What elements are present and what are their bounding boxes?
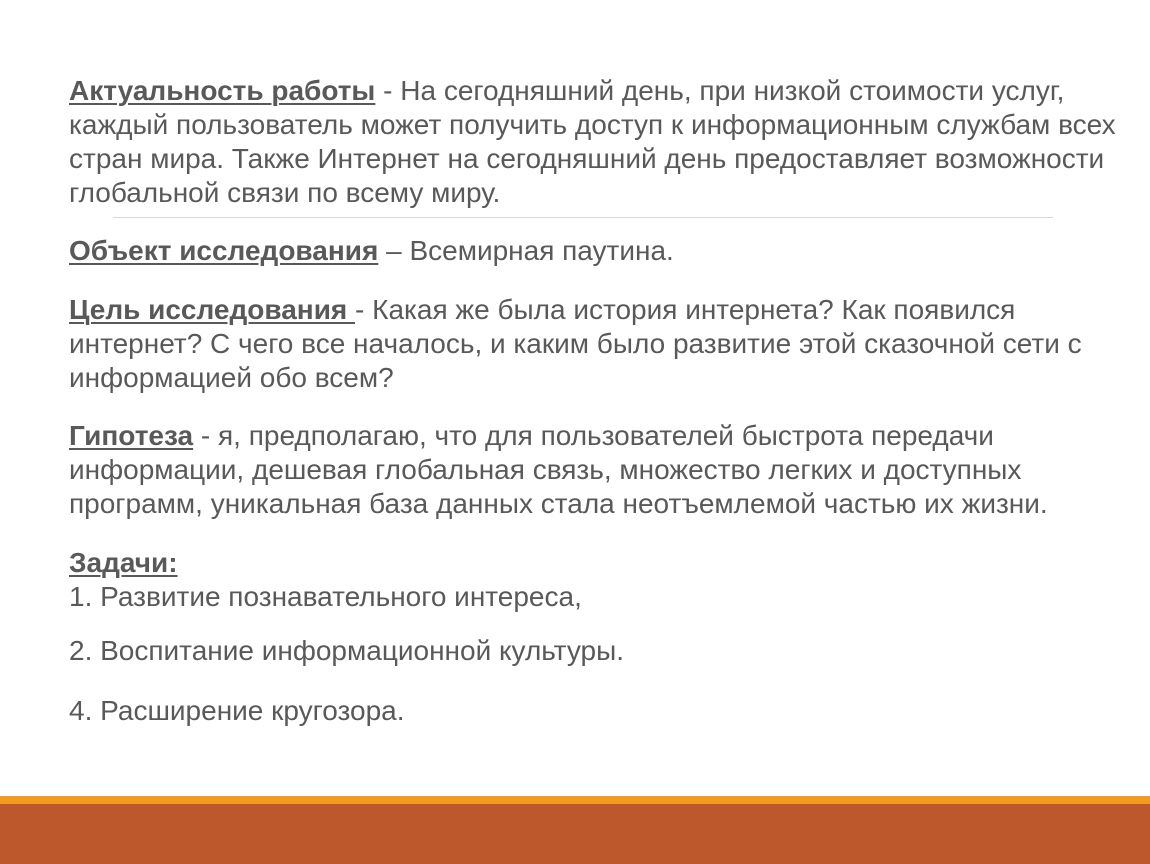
hypothesis-text: - я, предполагаю, что для пользователей быстрота передачи информации, дешевая глобальная связь, множество легких и доступных программ, уникальная база данных стала неотъемлемой частью их жизни. bbox=[69, 420, 1048, 519]
goal-paragraph bbox=[69, 293, 1119, 395]
object-text: – Всемирная паутина. bbox=[378, 235, 674, 266]
footer-accent-stripe bbox=[0, 796, 1150, 804]
divider-line bbox=[113, 217, 1053, 218]
goal-label: Цель исследования bbox=[69, 294, 356, 325]
task-item: 2. Воспитание информационной культуры. bbox=[69, 635, 624, 666]
tasks-heading bbox=[69, 546, 178, 580]
tasks-label: Задачи: bbox=[69, 547, 178, 578]
task-item: 1. Развитие познавательного интереса, bbox=[69, 581, 582, 612]
goal-text: - Какая же была история интернета? Как появился интернет? С чего все началось, и каким было развитие этой сказочной сети с информацией обо всем? bbox=[69, 294, 1082, 393]
object-label: Объект исследования bbox=[69, 235, 379, 266]
object-paragraph bbox=[69, 234, 674, 268]
footer-bar bbox=[0, 804, 1150, 864]
relevance-label: Актуальность работы bbox=[69, 75, 376, 106]
task-item: 4. Расширение кругозора. bbox=[69, 695, 405, 726]
hypothesis-label: Гипотеза bbox=[69, 420, 194, 451]
hypothesis-paragraph bbox=[69, 419, 1119, 521]
relevance-paragraph bbox=[69, 74, 1119, 210]
relevance-text: - На сегодняшний день, при низкой стоимости услуг, каждый пользователь может получить доступ к информационным службам всех стран мира. Также Интернет на сегодняшний день предоставляет возможности глобальной связи по всему миру. bbox=[69, 75, 1116, 208]
